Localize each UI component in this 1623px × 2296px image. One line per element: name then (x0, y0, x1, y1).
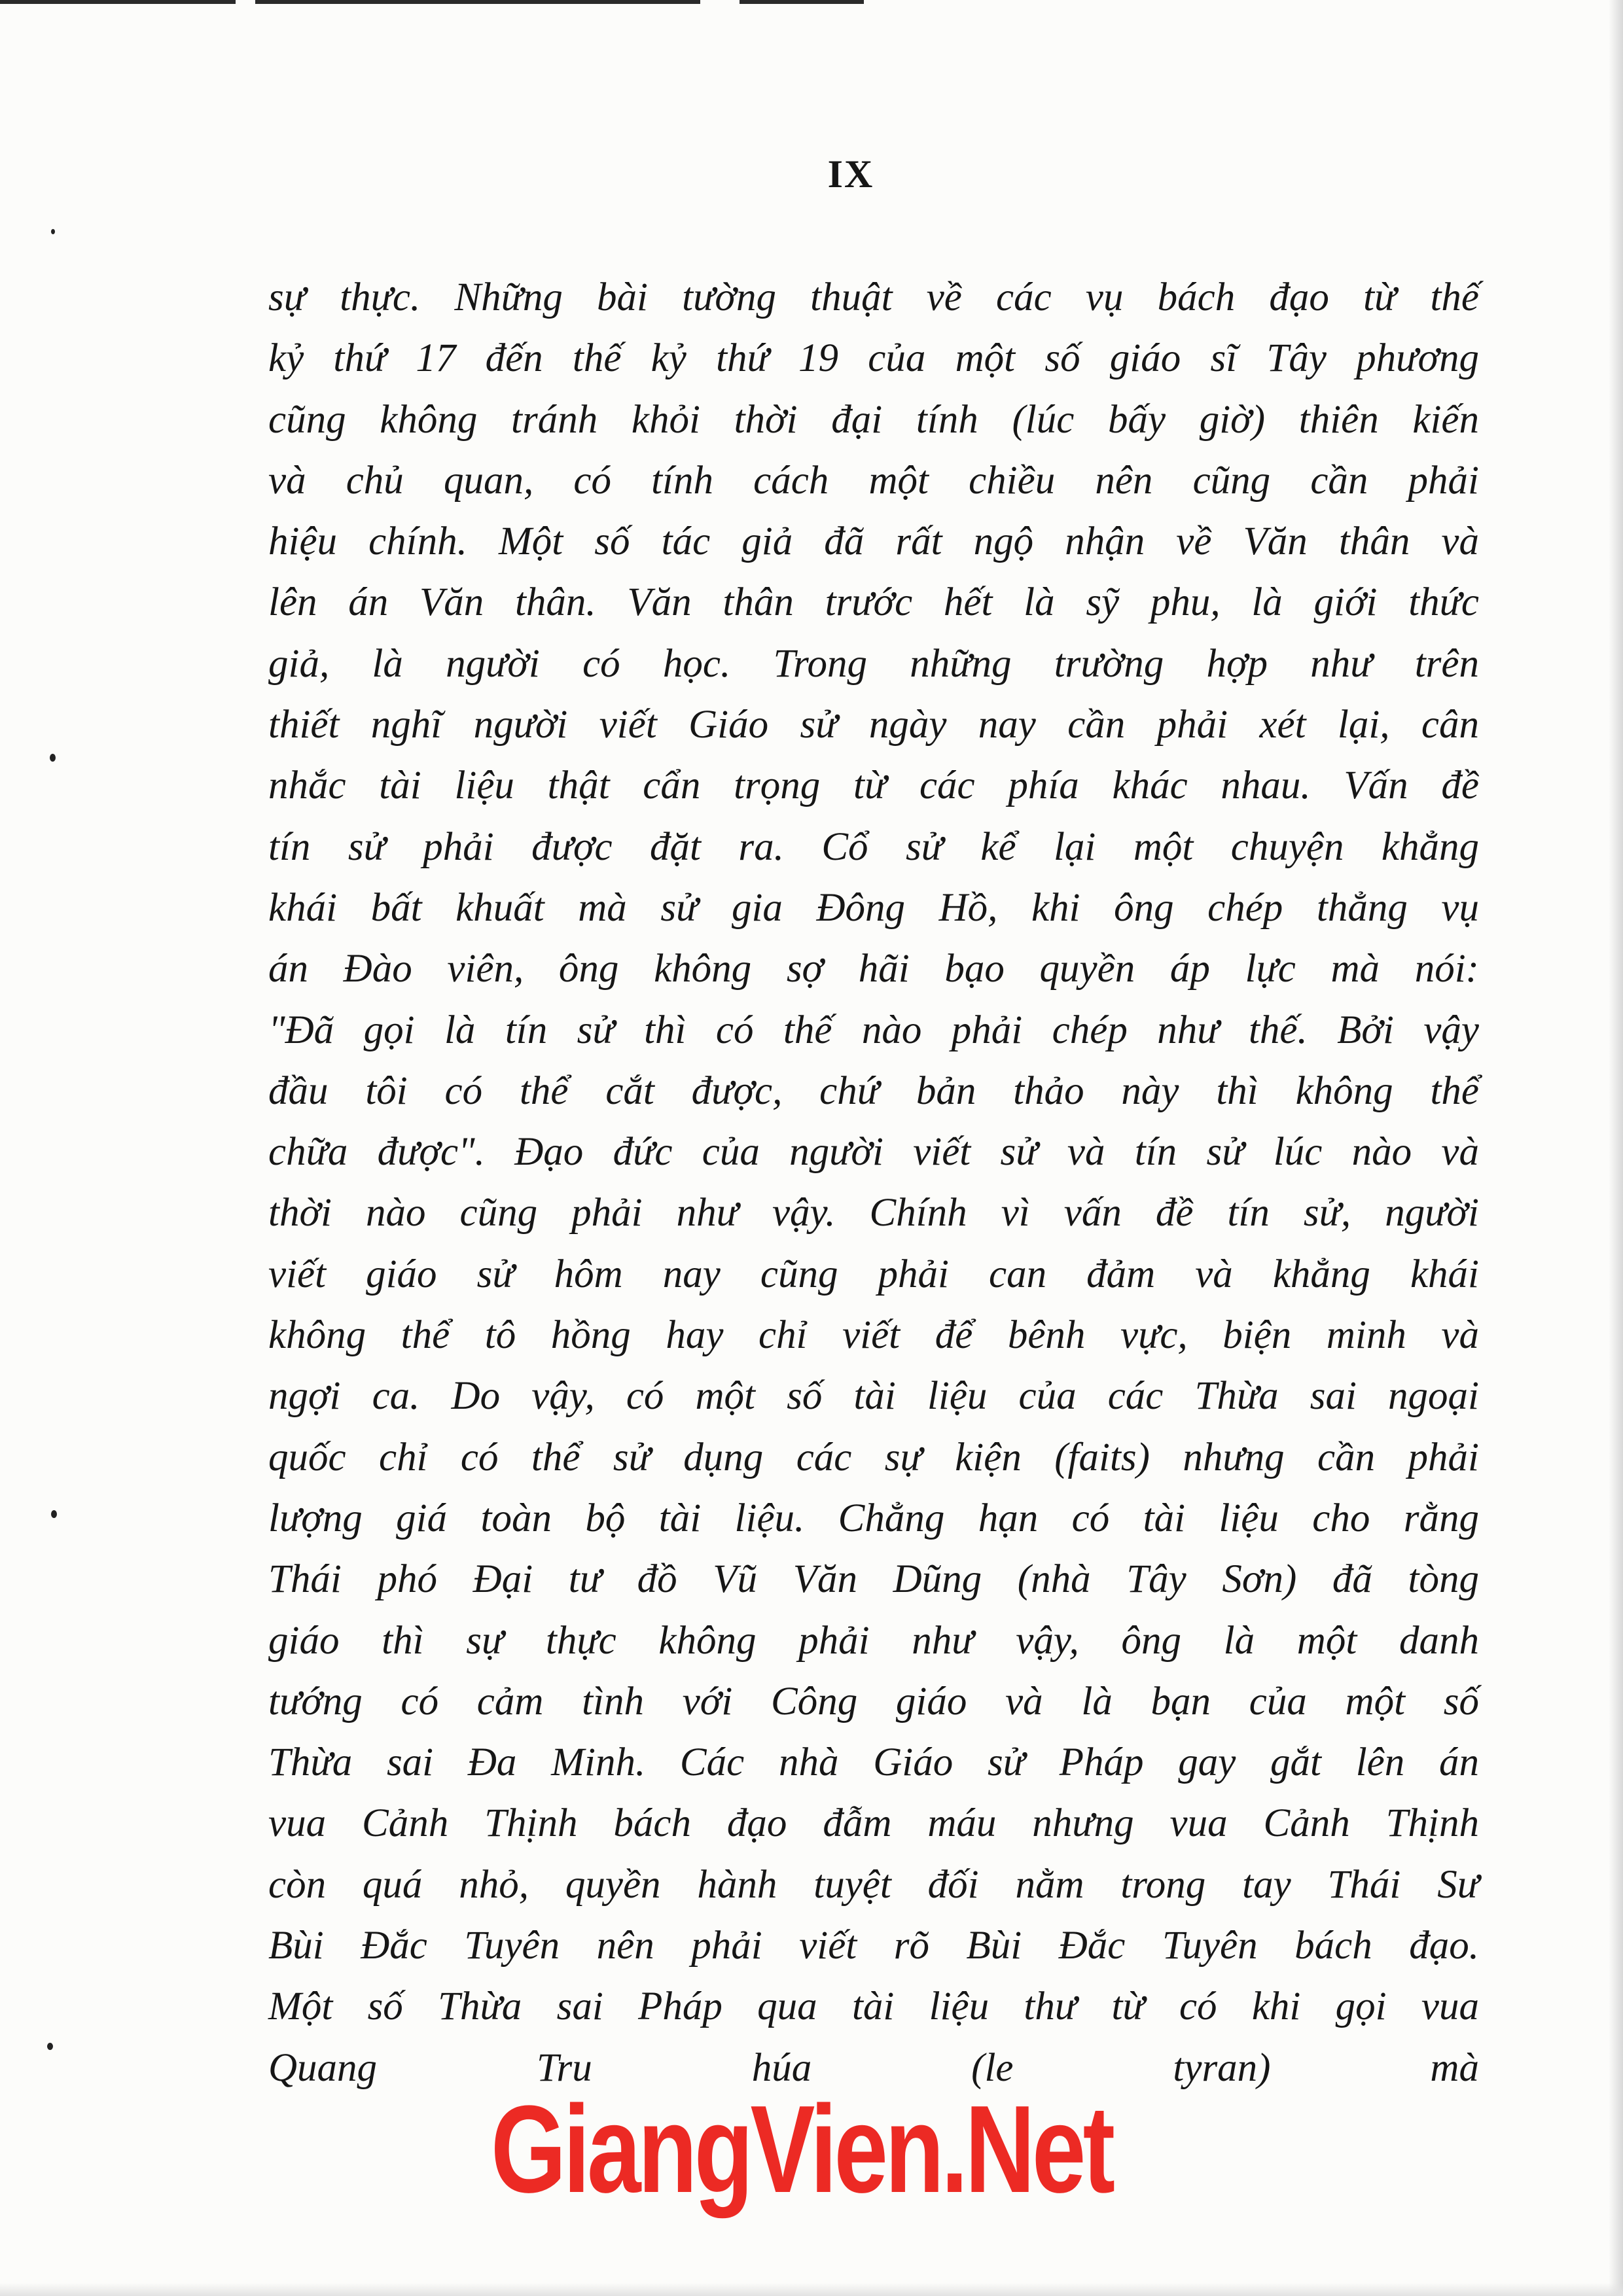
text-line: và chủ quan, có tính cách một chiều nên cũng cần phải (268, 458, 1479, 503)
text-line: "Đã gọi là tín sử thì có thế nào phải chép như thế. Bởi vậy (268, 1008, 1479, 1052)
scan-edge-shadow (1609, 0, 1623, 2296)
margin-speck (51, 1510, 57, 1518)
text-line: còn quá nhỏ, quyền hành tuyệt đối nằm trong tay Thái Sư (268, 1862, 1479, 1907)
scan-edge-gap (236, 0, 255, 4)
text-line: Thái phó Đại tư đồ Vũ Văn Dũng (nhà Tây Sơn) đã tòng (268, 1557, 1479, 1602)
text-line: không thể tô hồng hay chỉ viết để bênh vực, biện minh và (268, 1313, 1479, 1358)
page-number: IX (827, 152, 874, 196)
text-line: đầu tôi có thể cắt được, chứ bản thảo này thì không thể (268, 1069, 1479, 1113)
text-line: Bùi Đắc Tuyên nên phải viết rõ Bùi Đắc Tuyên bách đạo. (268, 1924, 1479, 1968)
text-line: sự thực. Những bài tường thuật về các vụ bách đạo từ thế (268, 275, 1479, 319)
text-line: Một số Thừa sai Pháp qua tài liệu thư từ có khi gọi vua (268, 1985, 1479, 2029)
text-line: lượng giá toàn bộ tài liệu. Chẳng hạn có tài liệu cho rằng (268, 1496, 1479, 1540)
text-line: kỷ thứ 17 đến thế kỷ thứ 19 của một số giáo sĩ Tây phương (268, 336, 1479, 381)
text-line: chữa được". Đạo đức của người viết sử và tín sử lúc nào và (268, 1130, 1479, 1174)
watermark-logo: GiangVien.Net (491, 2080, 1113, 2219)
text-line: thiết nghĩ người viết Giáo sử ngày nay cần phải xét lại, cân (268, 703, 1479, 747)
text-line: tín sử phải được đặt ra. Cổ sử kể lại một chuyện khẳng (268, 824, 1479, 869)
text-line: Quang Tru húa (le tyran) mà (268, 2045, 1479, 2090)
text-line: giáo thì sự thực không phải như vậy, ông là một danh (268, 1618, 1479, 1663)
scan-edge-shadow (0, 2283, 1623, 2296)
margin-speck (51, 229, 55, 234)
scan-edge-gap (700, 0, 740, 4)
margin-speck (47, 2043, 53, 2050)
text-line: hiệu chính. Một số tác giả đã rất ngộ nhận về Văn thân và (268, 520, 1479, 564)
margin-speck (50, 754, 56, 762)
text-line: ngợi ca. Do vậy, có một số tài liệu của các Thừa sai ngoại (268, 1374, 1479, 1419)
text-line: viết giáo sử hôm nay cũng phải can đảm và khẳng khái (268, 1252, 1479, 1296)
text-line: quốc chỉ có thể sử dụng các sự kiện (faits) nhưng cần phải (268, 1435, 1479, 1479)
text-line: giả, là người có học. Trong những trường hợp như trên (268, 641, 1479, 686)
text-line: vua Cảnh Thịnh bách đạo đẫm máu nhưng vua Cảnh Thịnh (268, 1801, 1479, 1846)
body-text (268, 267, 1479, 2098)
text-line: nhắc tài liệu thật cẩn trọng từ các phía khác nhau. Vấn đề (268, 764, 1479, 808)
text-line: án Đào viên, ông không sợ hãi bạo quyền áp lực mà nói: (268, 947, 1479, 991)
text-line: cũng không tránh khỏi thời đại tính (lúc bấy giờ) thiên kiến (268, 397, 1479, 442)
text-line: khái bất khuất mà sử gia Đông Hồ, khi ông chép thẳng vụ (268, 885, 1479, 930)
text-line: lên án Văn thân. Văn thân trước hết là sỹ phu, là giới thức (268, 580, 1479, 625)
text-line: tướng có cảm tình với Công giáo và là bạn của một số (268, 1679, 1479, 1723)
text-line: Thừa sai Đa Minh. Các nhà Giáo sử Pháp gay gắt lên án (268, 1740, 1479, 1785)
text-line: thời nào cũng phải như vậy. Chính vì vấn đề tín sử, người (268, 1191, 1479, 1235)
